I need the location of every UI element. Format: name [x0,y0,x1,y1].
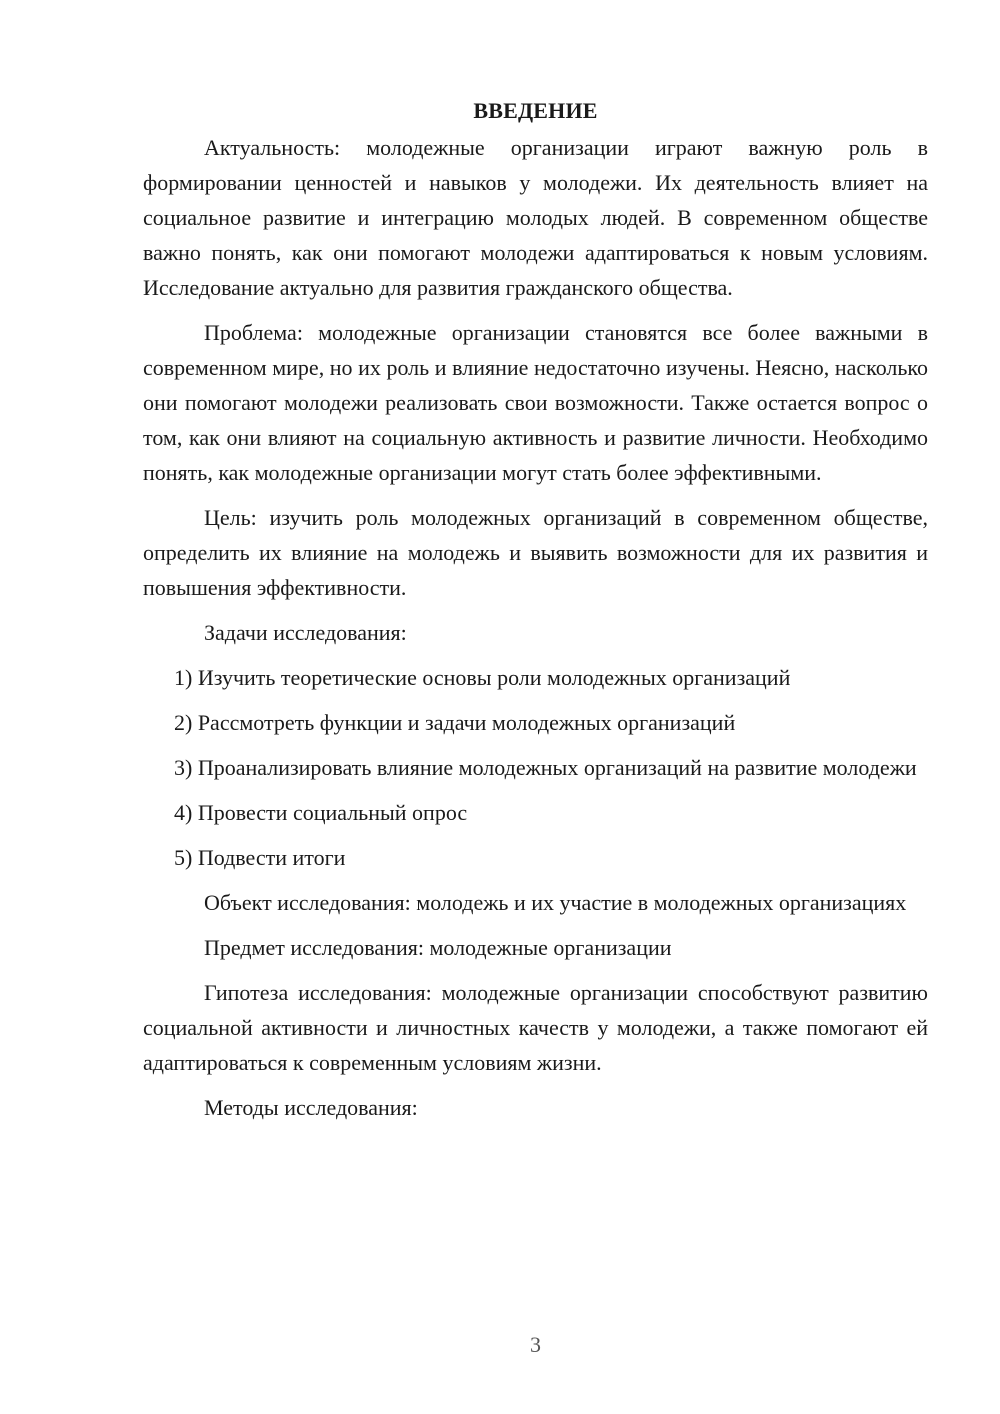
paragraph-problem: Проблема: молодежные организации становятся все более важными в современном мире, но их роль и влияние недостаточно изучены. Неясно, насколько они помогают молодежи реализовать свои возможности. Также остается вопрос о том, как они влияют на социальную активность и развитие личности. Необходимо понять, как молодежные организации могут стать более эффективными. [143,320,928,485]
task-item: 2) Рассмотреть функции и задачи молодежных организаций [174,710,736,735]
paragraph-object: Объект исследования: молодежь и их участие в молодежных организациях [204,890,907,915]
task-item: 3) Проанализировать влияние молодежных организаций на развитие молодежи [174,755,917,780]
paragraph-relevance: Актуальность: молодежные организации играют важную роль в формировании ценностей и навыков у молодежи. Их деятельность влияет на социальное развитие и интеграцию молодых людей. В современном обществе важно понять, как они помогают молодежи адаптироваться к новым условиям. Исследование актуально для развития гражданского общества. [143,135,928,300]
page-number: 3 [530,1332,541,1357]
task-item: 4) Провести социальный опрос [174,800,468,825]
document-page [143,96,928,1135]
paragraph-subject: Предмет исследования: молодежные организации [204,935,672,960]
paragraph-methods: Методы исследования: [204,1095,418,1120]
paragraph-goal: Цель: изучить роль молодежных организаций в современном обществе, определить их влияние на молодежь и выявить возможности для их развития и повышения эффективности. [143,505,928,600]
section-title: ВВЕДЕНИЕ [473,98,598,123]
paragraph-hypothesis: Гипотеза исследования: молодежные организации способствуют развитию социальной активности и личностных качеств у молодежи, а также помогают ей адаптироваться к современным условиям жизни. [143,980,928,1075]
paragraph-tasks-heading: Задачи исследования: [204,620,407,645]
task-item: 1) Изучить теоретические основы роли молодежных организаций [174,665,791,690]
task-item: 5) Подвести итоги [174,845,346,870]
